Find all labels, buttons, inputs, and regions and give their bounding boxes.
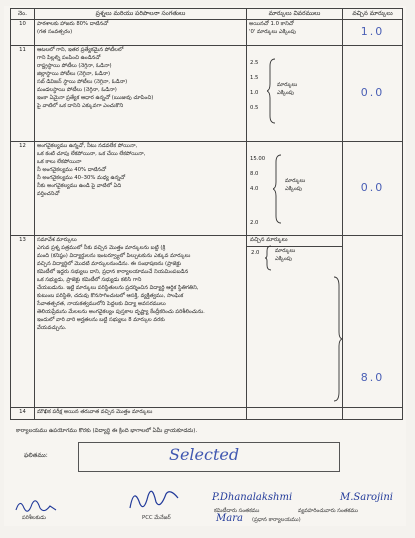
- row-marks-detail: [247, 235, 343, 407]
- table-row-10: [11, 19, 403, 45]
- row-number: 13: [11, 235, 35, 407]
- signature-caption: PCC మేనేజర్: [142, 515, 171, 521]
- table-row-13: [11, 235, 403, 407]
- signature-name: Mara: [216, 513, 243, 524]
- signature-caption: వ్యవహరించువారు సంతకము: [298, 508, 358, 514]
- marks-label: మార్కులు ఎక్కింపు: [277, 81, 298, 96]
- signature-caption: (ప్రధాన కార్యాలయము): [252, 517, 301, 523]
- row-marks-detail: [247, 407, 343, 419]
- mark-value: 1.5: [250, 74, 259, 81]
- table-row-12: [11, 141, 403, 235]
- row-number: 10: [11, 19, 35, 45]
- result-label: ఫలితము:: [24, 452, 48, 459]
- handwritten-score: 0.0: [343, 45, 403, 141]
- mark-value: 8.0: [250, 170, 259, 177]
- header-no: నెం.: [11, 9, 35, 20]
- row-description: అంగవైకల్యము ఉన్నచో, నీటు నడవలేక పోయినా, ఒక కంటి చూపు లేకపోయినా, ఒక చేయి లేకపోయినా, ఒక కాలు లేకపోయినా నీ అంగవైకల్యము 40% దాటినచో నీ అంగవైకల్యము 40–30% మధ్య ఉన్నచో నీకు అంగవైకల్యము ఉండి పై వాటిలో ఏది వర్తించనిచో: [35, 141, 247, 235]
- mark-value: 4.0: [250, 185, 259, 192]
- mark-value: 2.0: [250, 219, 259, 226]
- row-number: 14: [11, 407, 35, 419]
- row-description: మౌఖిక పరీక్ష అయిన తరువాత వచ్చిన మొత్తం మార్కులు: [35, 407, 247, 419]
- curly-brace-icon: [333, 276, 343, 402]
- curly-brace-icon: [265, 245, 273, 271]
- marks-label: మార్కులు ఎక్కింపు: [285, 177, 306, 192]
- row-marks-detail: [247, 45, 343, 141]
- signature-scribble-2: [126, 484, 182, 514]
- header-questions: ప్రశ్నలు మరియు పరిపాలనా సంగతులు: [35, 9, 247, 20]
- handwritten-score: 8.0: [343, 235, 403, 407]
- header-marks-detail: మార్కులు వివరములు: [247, 9, 343, 20]
- curly-brace-icon: [267, 58, 277, 124]
- mark-value: 1.0: [250, 89, 259, 96]
- row-marks-detail: అయినచో 1.0 కానిచో '0' మార్కులు ఎక్కింపు: [247, 19, 343, 45]
- mark-value: 2.0: [251, 249, 260, 256]
- handwritten-score: 1.0: [343, 19, 403, 45]
- result-box: [78, 442, 340, 472]
- row-description: పాఠశాలకు హాజరు 80% దాటినచో (గత సంవత్సరం): [35, 19, 247, 45]
- handwritten-score: 0.0: [343, 141, 403, 235]
- application-form-sheet: [4, 6, 406, 526]
- signature-name: P.Dhanalakshmi: [212, 492, 293, 503]
- mark-value: 0.5: [250, 104, 259, 111]
- mark-value: 15.00: [250, 155, 266, 162]
- handwritten-score: [343, 407, 403, 419]
- result-value: Selected: [169, 445, 240, 464]
- signature-scribble-1: [14, 494, 58, 516]
- row-marks-detail: [247, 141, 343, 235]
- table-row-14: [11, 407, 403, 419]
- marks-subheader: వచ్చిన మార్కులు: [247, 236, 342, 247]
- office-use-note: కార్యాలయము ఉపయోగము కొరకు (విద్యార్థి ఈ క్రింది భాగాలలో ఏమీ వ్రాయకూడదు).: [16, 428, 198, 434]
- row-number: 11: [11, 45, 35, 141]
- mark-value: 2.5: [250, 59, 259, 66]
- row-description: సమావేశ మార్కులు ఎగువ ప్రశ్న పత్రములో నీకు వచ్చిన మొత్తం మార్కులను బట్టి (క్రి మంది (కనిష్ఠం) విద్యార్థులను ఇంటర్వ్యూలో పిల్చుటకును ఎక్కువ మార్కులు వచ్చిన విద్యార్థిలో మొదటి మార్కులనుండిను. ఈ సంభాషణను (ప్రాజెక్టు కమిటీలో ఇద్దరు సభ్యులు దాని, ప్రధాన కార్యాలయాముచే నియమింపబడిన ఒక సభ్యుడు, ప్రాజెక్టు కమిటీలో సభ్యుడు కలిసి గాని చేయబడును. ఇట్టి మార్కులు పరిస్థితులను ప్రదర్శించిన విద్యార్థి ఆర్థిక స్థితిగతిని, కుటుంబ పరిస్థితి, చదువు కొనసాగించుటలో ఆసక్తి, వ్యక్తిత్వము, సాంఘిక సేవాతత్పరత, నాయకత్వములోని పెద్దలకు విద్యా అవసరములు తెలియప్రేమను మేలలను అంగవైకల్యం పుస్తకాల దృష్ట్యా కేంద్రీకరించు పరిశీలించును. ఇందులో వారి వారి అర్హతలను బట్టి సభ్యులు 8 మార్కుల వరకు వేయవచ్చును.: [35, 235, 247, 407]
- curly-brace-icon: [273, 154, 283, 224]
- signature-caption: పరిశీలకుడు: [22, 515, 46, 521]
- signature-name: M.Sarojini: [340, 492, 393, 503]
- table-row-11: [11, 45, 403, 141]
- header-marks-given: వచ్చిన మార్కులు: [343, 9, 403, 20]
- row-description: ఆటలలో గాని, ఇతర ప్రత్యేకమైన పోటీలలో గాని పిల్లల్ని పంపించి ఉండినచో రాష్ట్రస్థాయి పోటీలు (నెగ్గినా, ఓడినా) జిల్లాస్థాయి పోటీలు (నెగ్గినా, ఓడినా) సబ్ డివిజన్ స్థాయి పోటీలు (నెగ్గినా, ఓడినా) మండలస్థాయి పోటీలు (నెగ్గినా, ఓడినా) ఇంకా ఏమైనా ప్రత్యేక ఆధార ఉన్నచో (ఋజువు చూపించి) పై వాటిలో ఒక దానిని ఎక్కువగా ఎంచుకొని: [35, 45, 247, 141]
- section-title: సమావేశ మార్కులు: [37, 236, 77, 243]
- table-header-row: [11, 9, 403, 20]
- marks-table: [10, 8, 403, 420]
- signature-caption: కమిటీదారు సంతకము: [214, 508, 260, 514]
- row-number: 12: [11, 141, 35, 235]
- marks-label: మార్కులు ఎక్కింపు: [275, 247, 296, 262]
